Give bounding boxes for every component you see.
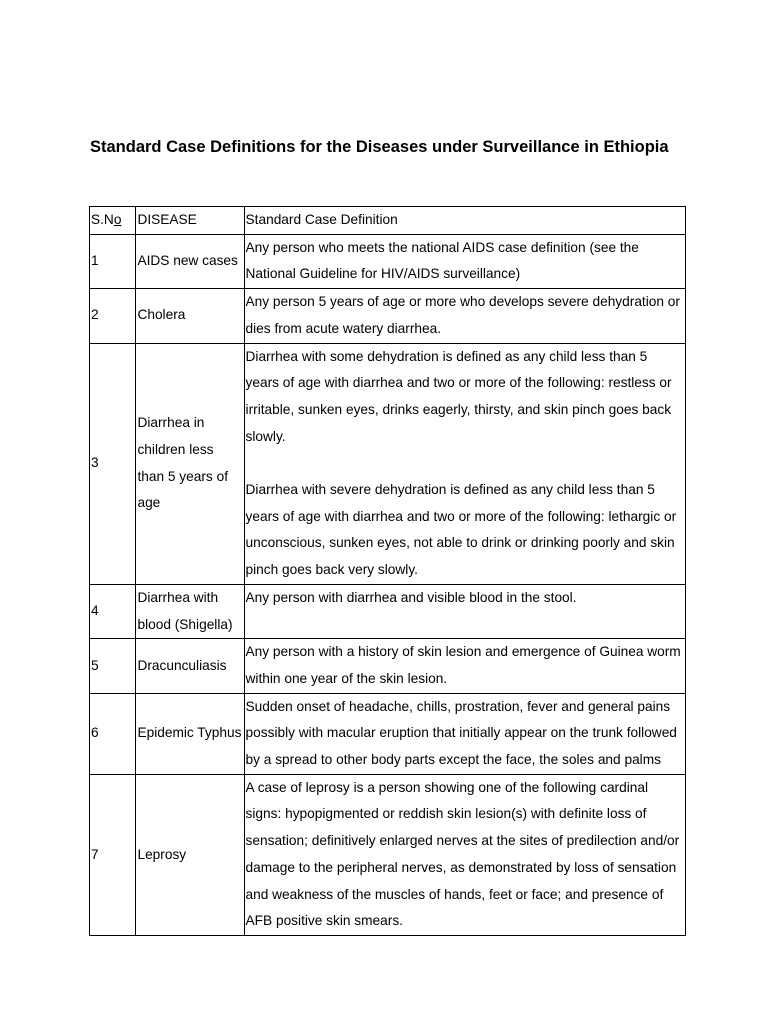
disease-cell: Epidemic Typhus	[136, 693, 244, 774]
definition-paragraph: Any person with diarrhea and visible blood in the stool.	[245, 589, 577, 605]
definition-paragraph: Any person 5 years of age or more who develops severe dehydration or dies from acute watery diarrhea.	[245, 294, 680, 336]
header-serial-number	[90, 207, 136, 235]
definition-cell	[244, 234, 685, 288]
table-row	[90, 289, 686, 343]
serial-number-cell: 4	[90, 584, 136, 638]
table-body	[90, 234, 686, 935]
serial-number-cell: 6	[90, 693, 136, 774]
table-header-row	[90, 207, 686, 235]
header-serial-prefix: S.N	[91, 212, 114, 227]
definition-paragraph: Sudden onset of headache, chills, prostration, fever and general pains possibly with macular eruption that initially appear on the trunk followed by a spread to other body parts except the face, the soles and palms	[245, 698, 677, 768]
table-row	[90, 234, 686, 288]
definition-paragraph: A case of leprosy is a person showing one of the following cardinal signs: hypopigmented or reddish skin lesion(s) with definite loss of sensation; definitively enlarged nerves at the sites of predilection and/or damage to the peripheral nerves, as demonstrated by loss of sensation and weakness of the muscles of hands, feet or face; and presence of AFB positive skin smears.	[245, 779, 680, 929]
disease-cell: Diarrhea with blood (Shigella)	[136, 584, 244, 638]
definition-paragraph: Any person who meets the national AIDS case definition (see the National Guideline for HIV/AIDS surveillance)	[245, 239, 639, 282]
definition-cell	[244, 289, 685, 343]
definition-cell	[244, 693, 685, 774]
disease-cell: AIDS new cases	[136, 234, 244, 288]
serial-number-cell: 7	[90, 774, 136, 935]
definition-cell	[244, 343, 685, 584]
definition-cell	[244, 584, 685, 638]
table-row	[90, 584, 686, 638]
definition-cell	[244, 774, 685, 935]
header-disease: DISEASE	[136, 207, 244, 235]
definition-paragraph: Diarrhea with some dehydration is defined as any child less than 5 years of age with diarrhea and two or more of the following: restless or irritable, sunken eyes, drinks eagerly, thirsty, and skin pinch goes back slowly.	[245, 348, 672, 444]
serial-number-cell: 2	[90, 289, 136, 343]
table-row	[90, 343, 686, 584]
page-title: Standard Case Definitions for the Diseases under Surveillance in Ethiopia	[90, 138, 669, 156]
definition-paragraph: Any person with a history of skin lesion and emergence of Guinea worm within one year of the skin lesion.	[245, 644, 681, 686]
table-row	[90, 639, 686, 693]
table-row	[90, 693, 686, 774]
definition-cell	[244, 639, 685, 693]
case-definitions-table	[89, 206, 686, 936]
disease-cell: Leprosy	[136, 774, 244, 935]
table-row	[90, 774, 686, 935]
serial-number-cell: 1	[90, 234, 136, 288]
header-serial-suffix: o	[113, 212, 122, 227]
disease-cell: Dracunculiasis	[136, 639, 244, 693]
header-definition: Standard Case Definition	[244, 207, 685, 235]
serial-number-cell: 3	[90, 343, 136, 584]
serial-number-cell: 5	[90, 639, 136, 693]
disease-cell: Cholera	[136, 289, 244, 343]
definition-paragraph: Diarrhea with severe dehydration is defined as any child less than 5 years of age with diarrhea and two or more of the following: lethargic or unconscious, sunken eyes, not able to drink or drinking poorly and skin pinch goes back very slowly.	[245, 482, 677, 578]
disease-cell: Diarrhea in children less than 5 years of age	[136, 343, 244, 584]
